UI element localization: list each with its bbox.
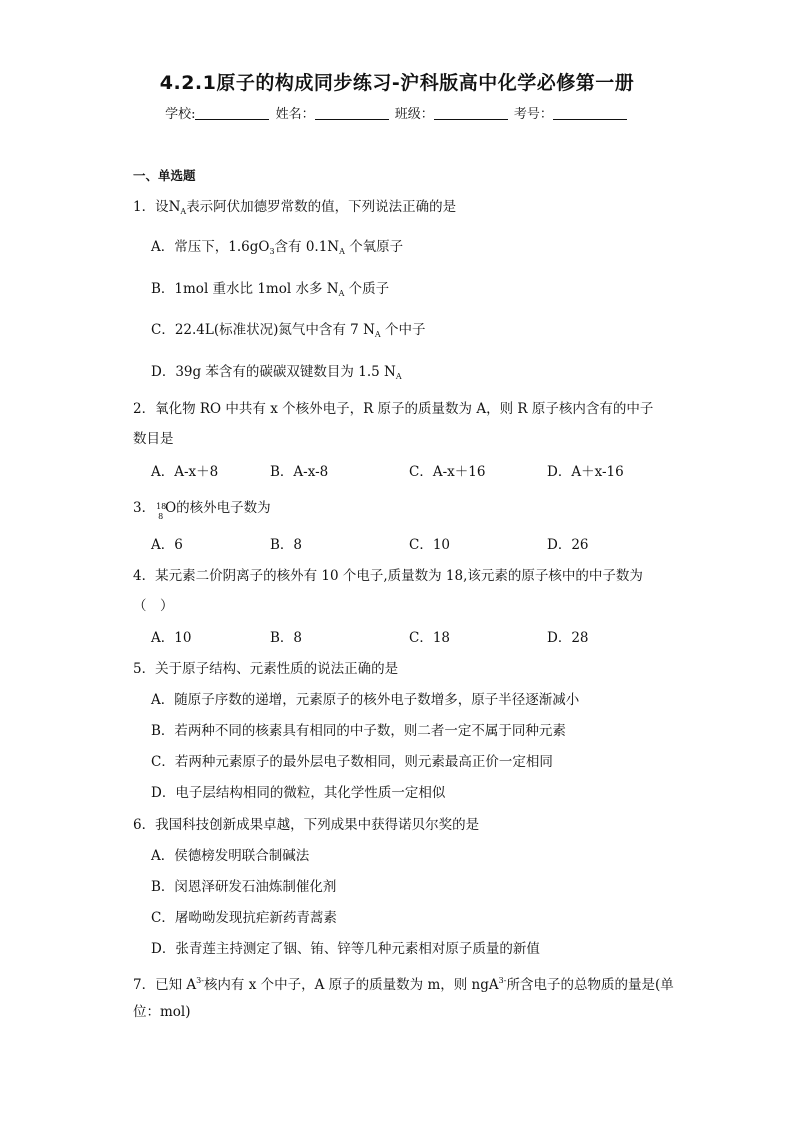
class-blank[interactable] — [434, 106, 508, 120]
school-blank[interactable] — [195, 106, 269, 120]
question-6-stem: 6．我国科技创新成果卓越，下列成果中获得诺贝尔奖的是 — [133, 817, 480, 833]
class-label: 班级： — [394, 107, 434, 122]
question-2-option-c[interactable]: C．A-x＋16 — [409, 464, 486, 480]
name-label: 姓名： — [275, 107, 315, 122]
question-1-option-d[interactable]: D．39g 苯含有的碳碳双键数目为 1.5 $N_A$ — [151, 364, 402, 381]
question-3-option-b[interactable]: B．8 — [270, 537, 303, 553]
school-label: 学校: — [165, 107, 196, 122]
question-2-stem-line-1: 2．氧化物 RO 中共有 x 个核外电子，R 原子的质量数为 A，则 R 原子核内含有的中子 — [133, 401, 654, 417]
question-2-option-a[interactable]: A．A-x＋8 — [151, 464, 219, 480]
question-4-option-d[interactable]: D．28 — [547, 630, 589, 646]
name-blank[interactable] — [315, 106, 389, 120]
question-2-option-b[interactable]: B．A-x-8 — [270, 464, 329, 480]
question-6-option-b[interactable]: B．闵恩泽研发石油炼制催化剂 — [151, 879, 337, 895]
question-4-option-a[interactable]: A．10 — [151, 630, 192, 646]
question-5-option-c[interactable]: C．若两种元素原子的最外层电子数相同，则元素最高正价一定相同 — [151, 754, 553, 770]
question-3-option-c[interactable]: C．10 — [409, 537, 451, 553]
question-5-option-d[interactable]: D．电子层结构相同的微粒，其化学性质一定相似 — [151, 785, 446, 801]
document-title: 4.2.1原子的构成同步练习-沪科版高中化学必修第一册 — [159, 72, 635, 94]
exam-number-blank[interactable] — [553, 106, 627, 120]
question-3-option-d[interactable]: D．26 — [547, 537, 589, 553]
question-6-option-d[interactable]: D．张青莲主持测定了铟、铕、锌等几种元素相对原子质量的新值 — [151, 941, 540, 957]
question-7-stem-line-2: 位：mol) — [133, 1004, 191, 1020]
question-2-option-d[interactable]: D．A＋x-16 — [547, 464, 624, 480]
question-7-stem-line-1: 7．已知 $A^{3-}$核内有 x 个中子，A 原子的质量数为 m，则 ngA$^{3-}$所含电子的总物质的量是(单 — [133, 976, 674, 993]
question-6-option-c[interactable]: C．屠呦呦发现抗疟新药青蒿素 — [151, 910, 337, 926]
question-1-option-a[interactable]: A．常压下，$1.6gO_3$含有 $0.1N_A$ 个氧原子 — [151, 239, 404, 256]
question-5-option-b[interactable]: B．若两种不同的核素具有相同的中子数，则二者一定不属于同种元素 — [151, 723, 566, 739]
question-5-option-a[interactable]: A．随原子序数的递增，元素原子的核外电子数增多，原子半径逐渐减小 — [151, 692, 580, 708]
nuclide-notation: 18 8 — [156, 502, 167, 521]
question-5-stem: 5．关于原子结构、元素性质的说法正确的是 — [133, 661, 399, 677]
question-2-stem-line-2: 数目是 — [133, 431, 174, 447]
question-6-option-a[interactable]: A．侯德榜发明联合制碱法 — [151, 848, 310, 864]
question-3-option-a[interactable]: A．6 — [151, 537, 183, 553]
question-4-stem-line-1: 4．某元素二价阴离子的核外有 10 个电子,质量数为 18,该元素的原子核中的中子数为 — [133, 568, 643, 584]
question-4-option-b[interactable]: B．8 — [270, 630, 303, 646]
student-info-line — [0, 103, 794, 122]
exam-number-label: 考号： — [513, 107, 553, 122]
section-heading: 一、单选题 — [133, 168, 196, 183]
question-4-stem-line-2: （ ） — [133, 598, 174, 614]
question-4-option-c[interactable]: C．18 — [409, 630, 451, 646]
question-1-option-c[interactable]: C．22.4L(标准状况)氮气中含有 7 $N_A$ 个中子 — [151, 322, 426, 339]
question-1-option-b[interactable]: B．1mol 重水比 1mol 水多 $N_A$ 个质子 — [151, 281, 390, 298]
question-1-stem: 1．设$N_A$表示阿伏加德罗常数的值，下列说法正确的是 — [133, 199, 457, 216]
question-3-stem: 3． 18 8 O的核外电子数为 — [133, 500, 271, 521]
